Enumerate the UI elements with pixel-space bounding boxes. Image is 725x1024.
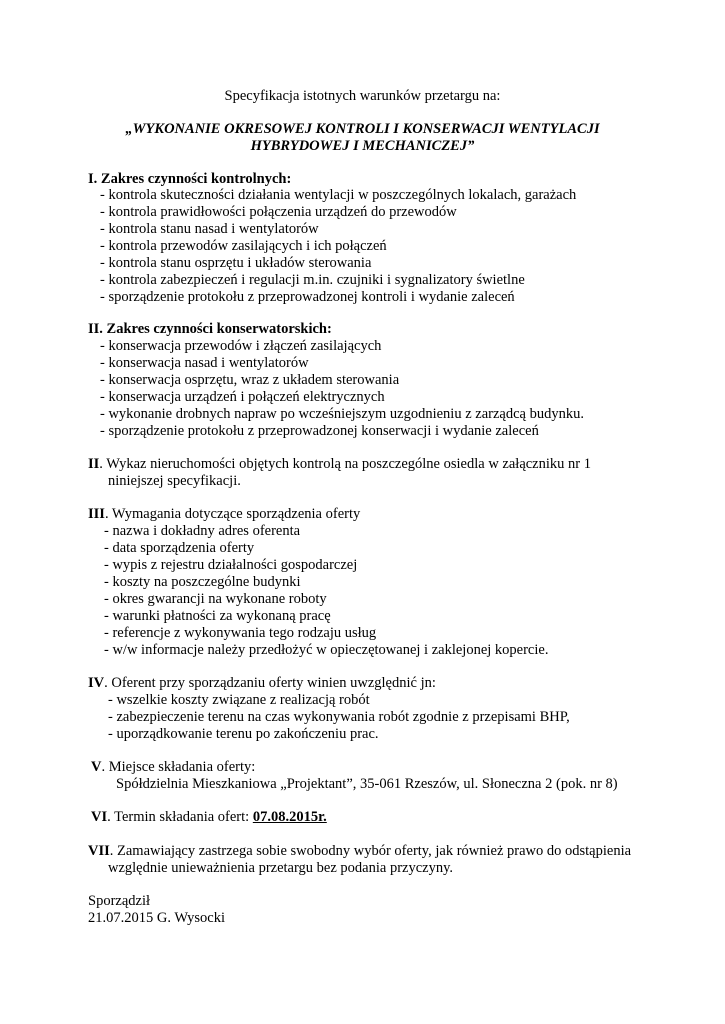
section-text: . Wykaz nieruchomości objętych kontrolą na poszczególne osiedla w załączniku nr 1	[99, 456, 591, 472]
list-item: - kontrola stanu osprzętu i układów sterowania	[100, 255, 372, 271]
list-item: - konserwacja osprzętu, wraz z układem sterowania	[100, 372, 400, 388]
list-item: - referencje z wykonywania tego rodzaju usług	[104, 625, 377, 641]
list-item: - kontrola skuteczności działania wentylacji w poszczególnych lokalach, garażach	[100, 187, 577, 203]
section-text: . Termin składania ofert:	[107, 809, 253, 825]
section-6-title	[91, 759, 255, 776]
section-2-title: II. Zakres czynności konserwatorskich:	[88, 321, 332, 337]
section-8-line-1	[88, 843, 631, 860]
section-3-line-2: niniejszej specyfikacji.	[108, 473, 241, 489]
section-text: . Oferent przy sporządzaniu oferty winien uwzględnić jn:	[104, 675, 436, 691]
list-item: - okres gwarancji na wykonane roboty	[104, 591, 327, 607]
document-title: Specyfikacja istotnych warunków przetargu na:	[224, 88, 501, 104]
list-item: - wykonanie drobnych napraw po wcześniejszym uzgodnieniu z zarządcą budynku.	[100, 406, 584, 422]
list-item: - konserwacja urządzeń i połączeń elektrycznych	[100, 389, 385, 405]
list-item: - koszty na poszczególne budynki	[104, 574, 301, 590]
list-item: - sporządzenie protokołu z przeprowadzonej kontroli i wydanie zaleceń	[100, 289, 515, 305]
signature: 21.07.2015 G. Wysocki	[88, 910, 226, 926]
section-number: IV	[88, 675, 105, 691]
section-number: V	[91, 759, 102, 775]
list-item: - zabezpieczenie terenu na czas wykonywania robót zgodnie z przepisami BHP,	[108, 709, 570, 725]
list-item: - w/w informacje należy przedłożyć w opieczętowanej i zaklejonej kopercie.	[104, 642, 549, 658]
list-item: - wszelkie koszty związane z realizacją robót	[108, 692, 370, 708]
section-number: III	[88, 506, 105, 522]
heading-line-2: HYBRYDOWEJ I MECHANICZEJ”	[250, 138, 475, 154]
list-item: - kontrola prawidłowości połączenia urządzeń do przewodów	[100, 204, 457, 220]
section-text: . Wymagania dotyczące sporządzenia oferty	[104, 506, 361, 522]
list-item: - kontrola zabezpieczeń i regulacji m.in. czujniki i sygnalizatory świetlne	[100, 272, 525, 288]
list-item: - konserwacja przewodów i złączeń zasilających	[100, 338, 382, 354]
deadline-date: 07.08.2015r.	[252, 809, 327, 825]
section-number: VI	[91, 809, 108, 825]
section-number: VII	[88, 843, 110, 859]
section-number: II	[88, 456, 100, 472]
list-item: - data sporządzenia oferty	[104, 540, 255, 556]
list-item: - konserwacja nasad i wentylatorów	[100, 355, 309, 371]
section-3-line-1	[88, 456, 591, 473]
list-item: - sporządzenie protokołu z przeprowadzonej konserwacji i wydanie zaleceń	[100, 423, 539, 439]
author-label: Sporządził	[88, 893, 151, 909]
list-item: - wypis z rejestru działalności gospodarczej	[104, 557, 358, 573]
section-text: . Miejsce składania oferty:	[101, 759, 256, 775]
section-1-title: I. Zakres czynności kontrolnych:	[88, 171, 292, 187]
section-text: . Zamawiający zastrzega sobie swobodny wybór oferty, jak również prawo do odstąpienia	[109, 843, 632, 859]
submission-address: Spółdzielnia Mieszkaniowa „Projektant”, 35-061 Rzeszów, ul. Słoneczna 2 (pok. nr 8)	[116, 776, 618, 792]
list-item: - nazwa i dokładny adres oferenta	[104, 523, 301, 539]
heading-line-1: „WYKONANIE OKRESOWEJ KONTROLI I KONSERWACJI WENTYLACJI	[125, 121, 600, 137]
list-item: - uporządkowanie terenu po zakończeniu prac.	[108, 726, 379, 742]
section-5-title	[88, 675, 436, 692]
list-item: - kontrola przewodów zasilających i ich połączeń	[100, 238, 387, 254]
section-4-title	[88, 506, 360, 523]
list-item: - kontrola stanu nasad i wentylatorów	[100, 221, 319, 237]
section-8-line-2: względnie unieważnienia przetargu bez podania przyczyny.	[108, 860, 454, 876]
list-item: - warunki płatności za wykonaną pracę	[104, 608, 331, 624]
section-7-title	[91, 809, 327, 826]
